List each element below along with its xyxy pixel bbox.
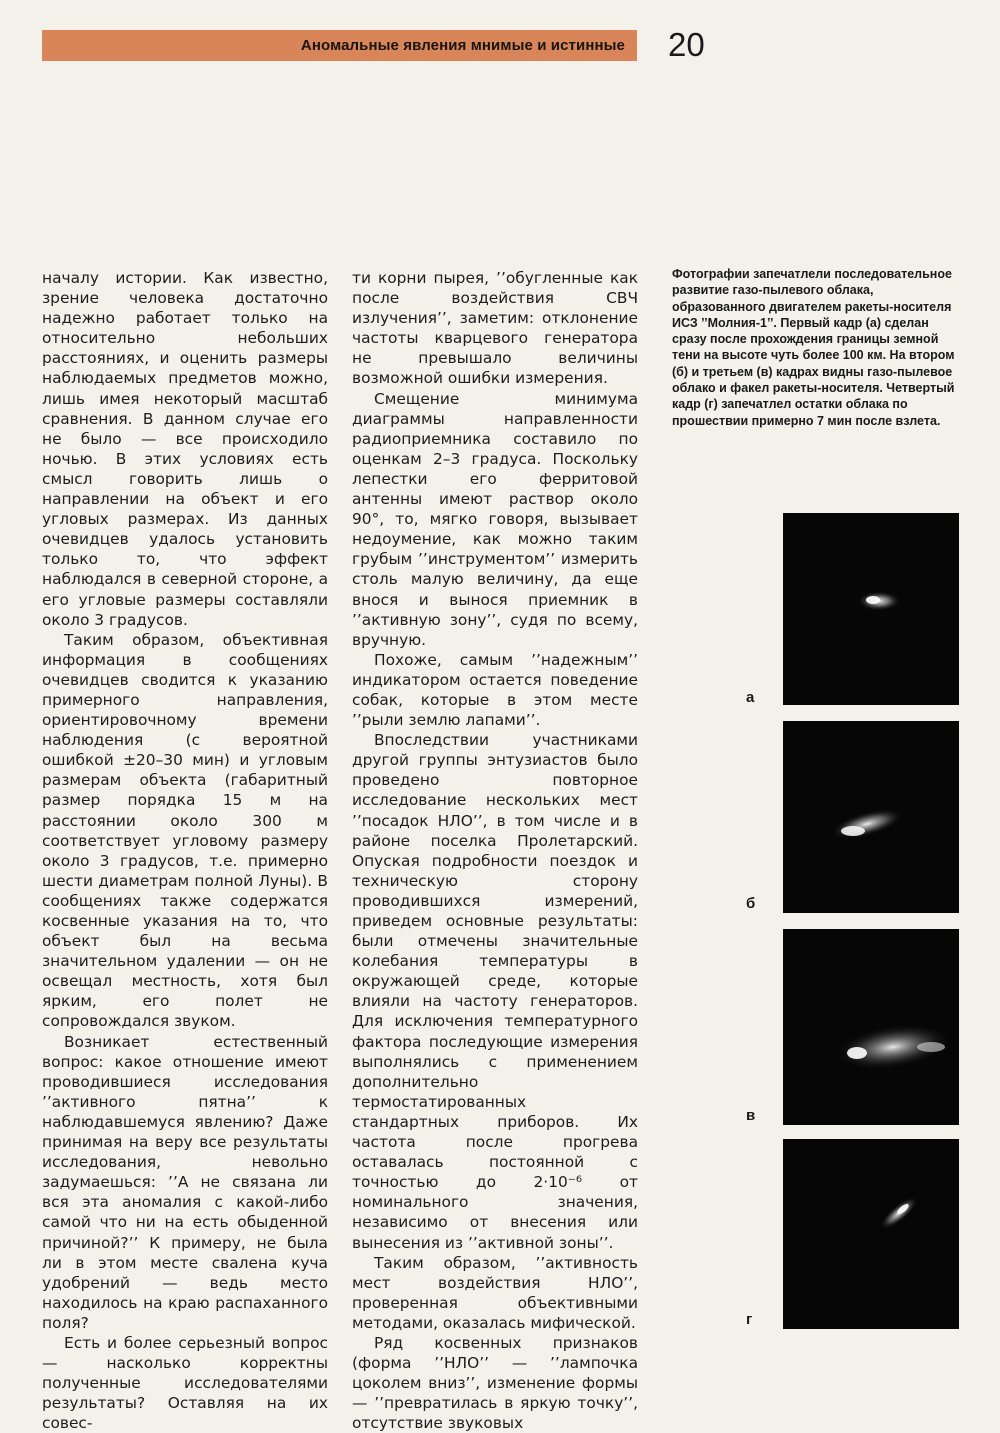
cloud-core [847,1047,867,1059]
photo-label-c: в [746,1107,756,1124]
cloud-photo-d [783,1139,959,1329]
cloud-glow [827,803,907,846]
section-header-band [42,30,637,61]
article-column-1 [42,268,328,1433]
photo-label-a: а [746,689,755,706]
section-title: Аномальные явления мнимые и истинные [300,37,625,54]
rocket-flare [917,1042,945,1052]
photo-frame-b [783,721,959,913]
article-column-2 [352,268,638,1433]
paragraph: Ряд косвенных признаков (форма ’’НЛО’’ — ’’лампочка цоколем вниз’’, изменение формы — ’’превратилась в яркую точку’’, отсутствие звуковых [352,1333,638,1433]
paragraph: началу истории. Как известно, зрение человека достаточно надежно работает только на относительно небольших расстояниях, и оценить размеры наблюдаемых предметов можно, лишь имея некоторый масштаб сравнения. В данном случае его не было — все происходило ночью. В этих условиях есть смысл говорить лишь о направлении на объект и его угловых размерах. Из данных очевидцев удалось установить только то, что эффект наблюдался в северной стороне, а его угловые размеры составляли около 3 градусов. [42,269,328,629]
cloud-core [841,826,865,836]
photo-label-d: г [746,1311,753,1328]
paragraph: Возникает естественный вопрос: какое отношение имеют проводившиеся исследования ’’активного пятна’’ к наблюдавшемуся явлению? Даже принимая на веру все результаты исследования, невольно задумаешься: ’’А не связана ли вся эта аномалия с какой-либо самой что ни на есть обыденной причиной?’’ К примеру, не была ли в этом месте свалена куча удобрений — ведь место находилось на краю распаханного поля? [42,1032,328,1332]
photo-frame-c [783,929,959,1125]
paragraph: Похоже, самым ’’надежным’’ индикатором остается поведение собак, которые в этом месте ’’рыли землю лапами’’. [352,650,638,730]
paragraph: ти корни пырея, ’’обугленные как после воздействия СВЧ излучения’’, заметим: отклонение частоты кварцевого генератора не превышало величины возможной ошибки измерения. [352,269,638,388]
page-number: 20 [668,26,705,63]
photo-caption: Фотографии запечатлели последовательное развитие газо-пылевого облака, образованного двигателем ракеты-носителя ИСЗ ’’Молния-1’’. Первый кадр (а) сделан сразу после прохождения границы земной тени на высоте чуть более 100 км. На втором (б) и третьем (в) кадрах видны газо-пылевое облако и факел ракеты-носителя. Четвертый кадр (г) запечатлел остатки облака по прошествии примерно 7 мин после взлета. [672,267,955,428]
paragraph: Впоследствии участниками другой группы энтузиастов было проведено повторное исследование нескольких мест ’’посадок НЛО’’, в том числе и в районе поселка Пролетарский. Опуская подробности поездок и техническую сторону проводившихся измерений, приведем основные результаты: были отмечены значительные колебания температуры в окружающей среде, которые влияли на частоту генераторов. Для исключения температурного фактора последующие измерения выполнялись с применением дополнительно термостатированных стандартных приборов. Их частота после прогрева оставалась постоянной с точностью до 2·10⁻⁶ от номинального значения, независимо от внесения или вынесения из ’’активной зоны’’. [352,731,638,1252]
paragraph: Таким образом, ’’активность мест воздействия НЛО’’, проверенная объективными методами, оказалась мифической. [352,1253,638,1332]
photo-frame-a [783,513,959,705]
cloud-core [866,596,880,604]
cloud-photo-a [783,513,959,705]
paragraph: Таким образом, объективная информация в сообщениях очевидцев сводится к указанию примерного направления, ориентировочному времени наблюдения (с вероятной ошибкой ±20–30 мин) и угловым размерам объекта (габаритный размер порядка 15 м на расстоянии около 300 м соответствует угловому размеру около 3 градусов, т.е. примерно шести диаметрам полной Луны). В сообщениях также содержатся косвенные указания на то, что объект был на весьма значительном удалении — он не освещал местность, хотя был ярким, его полет не сопровождался звуком. [42,630,328,1031]
paragraph: Смещение минимума диаграммы направленности радиоприемника составило по оценкам 2–3 градуса. Поскольку лепестки его ферритовой антенны имеют раствор около 90°, то, мягко говоря, вызывает недоумение, как можно таким грубым ’’инструментом’’ измерить столь малую величину, да еще внося и вынося приемник в ’’активную зону’’, судя по всему, вручную. [352,389,638,649]
cloud-photo-c [783,929,959,1125]
cloud-photo-b [783,721,959,913]
photo-label-b: б [746,895,756,912]
photo-frame-d [783,1139,959,1329]
paragraph: Есть и более серьезный вопрос — насколько корректны полученные исследователями результаты? Оставляя на их совес- [42,1333,328,1433]
